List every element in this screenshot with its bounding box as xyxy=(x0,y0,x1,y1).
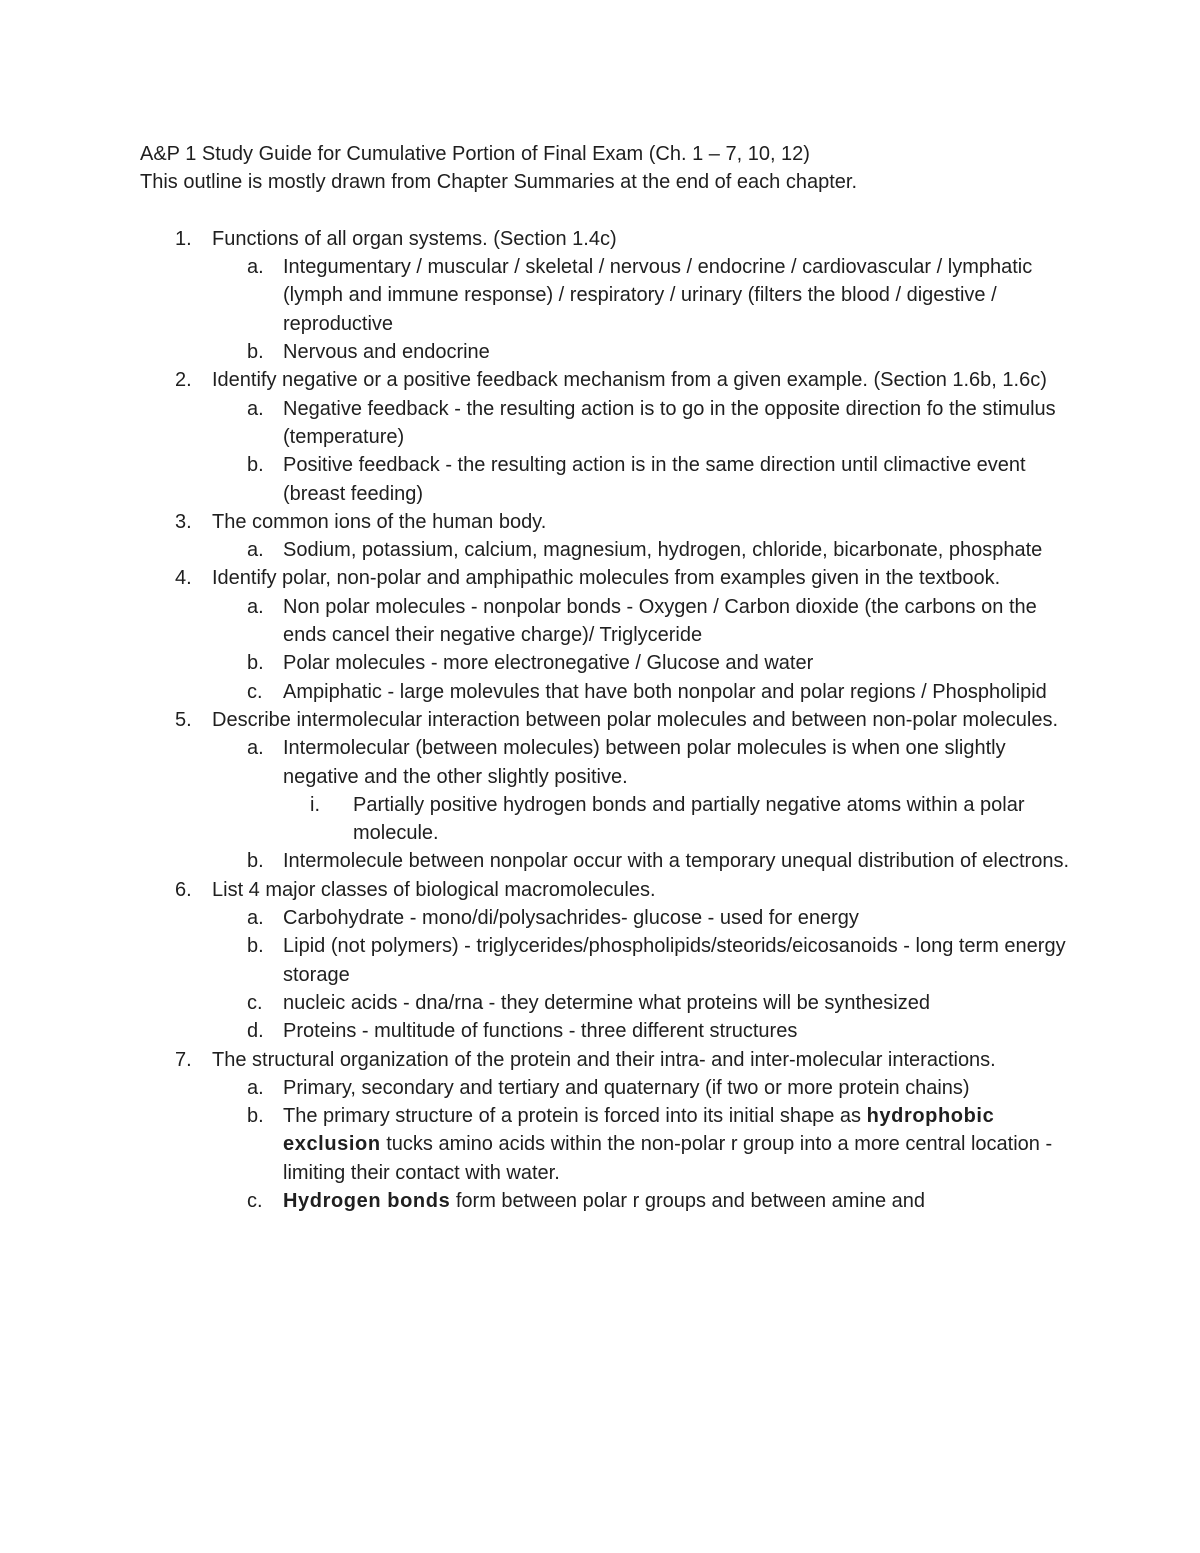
outline-subitem-text: nucleic acids - dna/rna - they determine what proteins will be synthesized xyxy=(283,991,930,1014)
outline-subitem-4c xyxy=(140,678,1070,706)
list-marker: b. xyxy=(247,454,264,477)
outline-subitem-7c xyxy=(140,1187,1070,1215)
outline-subitem-4a xyxy=(140,593,1070,650)
outline-item-text: Identify negative or a positive feedback mechanism from a given example. (Section 1.6b, 1.6c) xyxy=(212,369,1047,392)
outline-item-2 xyxy=(140,366,1070,394)
list-marker: a. xyxy=(247,595,264,618)
outline-subitem-7a xyxy=(140,1074,1070,1102)
list-marker: b. xyxy=(247,341,264,364)
outline-subitem-6b xyxy=(140,932,1070,989)
list-marker: b. xyxy=(247,935,264,958)
outline-subitem-5a-i xyxy=(140,791,1070,848)
outline-item-6 xyxy=(140,876,1070,904)
list-marker: 7. xyxy=(175,1048,192,1071)
list-marker: a. xyxy=(247,1076,264,1099)
outline-subitem-text-after: form between polar r groups and between amine and xyxy=(450,1189,926,1212)
list-marker: d. xyxy=(247,1020,264,1043)
list-marker: b. xyxy=(247,1105,264,1128)
outline-subitem-text: Integumentary / muscular / skeletal / nervous / endocrine / cardiovascular / lymphatic (lymph and immune response) / respiratory / urinary (filters the blood / digestive / reproductive xyxy=(283,256,1033,335)
outline-subitem-text-before: The primary structure of a protein is forced into its initial shape as xyxy=(283,1105,867,1128)
outline-item-4 xyxy=(140,564,1070,592)
outline-subitem-text: Ampiphatic - large molevules that have both nonpolar and polar regions / Phospholipid xyxy=(283,680,1047,703)
list-marker: b. xyxy=(247,652,264,675)
outline-subitem-6a xyxy=(140,904,1070,932)
list-marker: a. xyxy=(247,256,264,279)
outline-subitem-4b xyxy=(140,649,1070,677)
outline-subitem-text: Polar molecules - more electronegative / Glucose and water xyxy=(283,652,814,675)
outline-subitem-text: Intermolecular (between molecules) between polar molecules is when one slightly negative and the other slightly positive. xyxy=(283,737,1006,788)
list-marker: 4. xyxy=(175,567,192,590)
list-marker: 6. xyxy=(175,878,192,901)
outline-item-text: The common ions of the human body. xyxy=(212,510,547,533)
list-marker: c. xyxy=(247,680,263,703)
list-marker: c. xyxy=(247,991,263,1014)
list-marker: 3. xyxy=(175,510,192,533)
outline-item-text: List 4 major classes of biological macromolecules. xyxy=(212,878,656,901)
outline-subitem-text: Positive feedback - the resulting action is in the same direction until climactive event (breast feeding) xyxy=(283,454,1026,505)
outline-item-text: Identify polar, non-polar and amphipathic molecules from examples given in the textbook. xyxy=(212,567,1001,590)
outline-item-7 xyxy=(140,1046,1070,1074)
outline-list xyxy=(140,225,1070,1215)
bold-term: hydrophobic exclusion xyxy=(283,1105,995,1156)
outline-subitem-text: Primary, secondary and tertiary and quaternary (if two or more protein chains) xyxy=(283,1076,970,1099)
outline-subitem-6d xyxy=(140,1017,1070,1045)
list-marker: a. xyxy=(247,737,264,760)
outline-subitem-text: Nervous and endocrine xyxy=(283,341,490,364)
list-marker: a. xyxy=(247,397,264,420)
study-guide xyxy=(140,140,1070,1215)
outline-subitem-text: Negative feedback - the resulting action is to go in the opposite direction fo the stimulus (temperature) xyxy=(283,397,1056,448)
outline-subitem-6c xyxy=(140,989,1070,1017)
outline-subitem-text: Proteins - multitude of functions - three different structures xyxy=(283,1020,798,1043)
outline-subitem-7b xyxy=(140,1102,1070,1187)
outline-subitem-text: Lipid (not polymers) - triglycerides/phospholipids/steorids/eicosanoids - long term energy storage xyxy=(283,935,1066,986)
outline-item-text: Describe intermolecular interaction between polar molecules and between non-polar molecules. xyxy=(212,708,1059,731)
outline-subitem-3a xyxy=(140,536,1070,564)
outline-item-text: Functions of all organ systems. (Section 1.4c) xyxy=(212,227,617,250)
outline-subitem-text: Sodium, potassium, calcium, magnesium, hydrogen, chloride, bicarbonate, phosphate xyxy=(283,539,1043,562)
list-marker: 1. xyxy=(175,227,192,250)
outline-subitem-1a xyxy=(140,253,1070,338)
bold-term: Hydrogen bonds xyxy=(283,1189,451,1212)
outline-subitem-5b xyxy=(140,847,1070,875)
outline-subitem-text: Intermolecule between nonpolar occur with a temporary unequal distribution of electrons. xyxy=(283,850,1069,873)
outline-subitem-2a xyxy=(140,395,1070,452)
list-marker: i. xyxy=(310,793,320,816)
outline-subitem-1b xyxy=(140,338,1070,366)
outline-item-text: The structural organization of the protein and their intra- and inter-molecular interactions. xyxy=(212,1048,996,1071)
outline-subitem-text: Non polar molecules - nonpolar bonds - Oxygen / Carbon dioxide (the carbons on the ends cancel their negative charge)/ Triglyceride xyxy=(283,595,1037,647)
list-marker: 2. xyxy=(175,369,192,392)
outline-subitem-2b xyxy=(140,451,1070,508)
list-marker: c. xyxy=(247,1189,263,1212)
outline-subitem-5a xyxy=(140,734,1070,791)
list-marker: a. xyxy=(247,907,264,930)
outline-item-3 xyxy=(140,508,1070,536)
outline-item-1 xyxy=(140,225,1070,253)
outline-item-5 xyxy=(140,706,1070,734)
list-marker: 5. xyxy=(175,708,192,731)
outline-subitem-text: Partially positive hydrogen bonds and partially negative atoms within a polar molecule. xyxy=(353,793,1025,845)
document-subtitle: This outline is mostly drawn from Chapter Summaries at the end of each chapter. xyxy=(140,171,858,194)
list-marker: a. xyxy=(247,539,264,562)
outline-subitem-text-after: tucks amino acids within the non-polar r group into a more central location - limiting their contact with water. xyxy=(283,1133,1053,1184)
document-title: A&P 1 Study Guide for Cumulative Portion of Final Exam (Ch. 1 – 7, 10, 12) xyxy=(140,143,810,165)
list-marker: b. xyxy=(247,850,264,873)
outline-subitem-text: Carbohydrate - mono/di/polysachrides- glucose - used for energy xyxy=(283,907,859,930)
